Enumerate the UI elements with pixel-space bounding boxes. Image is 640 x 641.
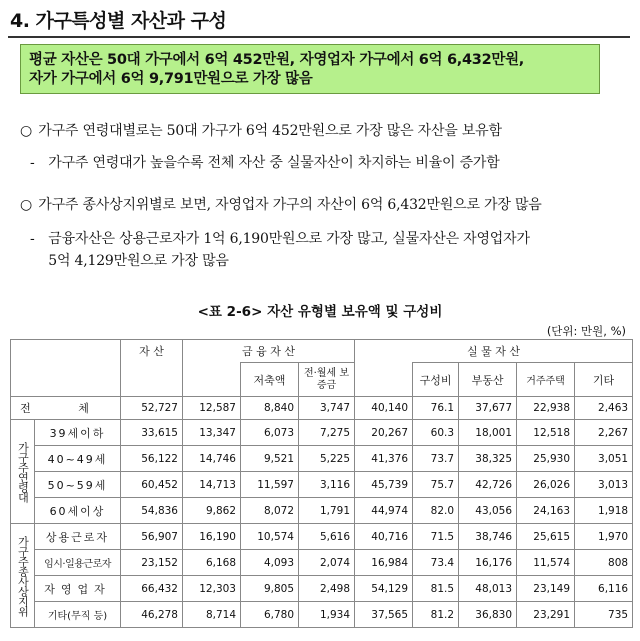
cell: 6,168 bbox=[183, 550, 241, 576]
table-row bbox=[11, 602, 633, 628]
paragraph-3 bbox=[20, 194, 542, 216]
cell: 40,140 bbox=[355, 397, 413, 420]
row-label: 자영업자 bbox=[35, 576, 121, 602]
cell: 40,716 bbox=[355, 524, 413, 550]
cell: 2,074 bbox=[299, 550, 355, 576]
cell: 22,938 bbox=[517, 397, 575, 420]
summary-line-1: 평균 자산은 50대 가구에서 6억 452만원, 자영업자 가구에서 6억 6,432만원, bbox=[29, 52, 525, 68]
cell: 73.4 bbox=[413, 550, 459, 576]
group-label-age-text: 가구주연령대 bbox=[16, 441, 30, 502]
cell: 42,726 bbox=[459, 472, 517, 498]
cell: 36,830 bbox=[459, 602, 517, 628]
cell: 1,918 bbox=[575, 498, 633, 524]
row-label: 상용근로자 bbox=[35, 524, 121, 550]
cell: 52,727 bbox=[121, 397, 183, 420]
cell: 81.5 bbox=[413, 576, 459, 602]
cell: 14,746 bbox=[183, 446, 241, 472]
row-label: 기타(무직 등) bbox=[35, 602, 121, 628]
table-row-total bbox=[11, 397, 633, 420]
header-financial: 금 융 자 산 bbox=[183, 340, 355, 363]
cell: 5,225 bbox=[299, 446, 355, 472]
table-row bbox=[11, 446, 633, 472]
cell: 60.3 bbox=[413, 420, 459, 446]
cell: 808 bbox=[575, 550, 633, 576]
paragraph-5 bbox=[30, 250, 229, 272]
cell: 54,836 bbox=[121, 498, 183, 524]
header-real-blank bbox=[355, 363, 413, 397]
cell: 11,574 bbox=[517, 550, 575, 576]
bullet-dash: - bbox=[30, 155, 35, 171]
cell: 43,056 bbox=[459, 498, 517, 524]
group-label-job-text: 가구주종사상지위 bbox=[16, 535, 30, 616]
header-savings: 저축액 bbox=[241, 363, 299, 397]
cell: 76.1 bbox=[413, 397, 459, 420]
cell: 16,190 bbox=[183, 524, 241, 550]
cell: 16,176 bbox=[459, 550, 517, 576]
group-label-age bbox=[11, 420, 35, 524]
paragraph-text: 5억 4,129만원으로 가장 많음 bbox=[48, 253, 229, 269]
cell: 2,267 bbox=[575, 420, 633, 446]
paragraph-text: 가구주 종사상지위별로 보면, 자영업자 가구의 자산이 6억 6,432만원으로 가장 많음 bbox=[38, 197, 542, 213]
header-real: 실 물 자 산 bbox=[355, 340, 633, 363]
cell: 14,713 bbox=[183, 472, 241, 498]
cell: 7,275 bbox=[299, 420, 355, 446]
summary-box bbox=[20, 44, 600, 94]
row-label: 40~49세 bbox=[35, 446, 121, 472]
cell: 9,521 bbox=[241, 446, 299, 472]
table-row bbox=[11, 472, 633, 498]
paragraph-text: 가구주 연령대가 높을수록 전체 자산 중 실물자산이 차지하는 비율이 증가함 bbox=[48, 155, 500, 171]
cell: 735 bbox=[575, 602, 633, 628]
row-label: 임시·일용근로자 bbox=[35, 550, 121, 576]
cell: 56,907 bbox=[121, 524, 183, 550]
paragraph-1 bbox=[20, 120, 502, 142]
cell: 23,291 bbox=[517, 602, 575, 628]
summary-line-2: 자가 가구에서 6억 9,791만원으로 가장 많음 bbox=[29, 71, 313, 87]
table-row bbox=[11, 420, 633, 446]
cell: 33,615 bbox=[121, 420, 183, 446]
table-unit: (단위: 만원, %) bbox=[546, 324, 626, 338]
cell: 3,116 bbox=[299, 472, 355, 498]
cell: 2,463 bbox=[575, 397, 633, 420]
header-ratio: 구성비 bbox=[413, 363, 459, 397]
asset-table bbox=[10, 339, 633, 628]
header-corner bbox=[11, 340, 121, 397]
cell: 1,791 bbox=[299, 498, 355, 524]
header-realestate: 부동산 bbox=[459, 363, 517, 397]
cell: 54,129 bbox=[355, 576, 413, 602]
cell: 1,970 bbox=[575, 524, 633, 550]
cell: 8,714 bbox=[183, 602, 241, 628]
cell: 12,587 bbox=[183, 397, 241, 420]
cell: 5,616 bbox=[299, 524, 355, 550]
cell: 12,303 bbox=[183, 576, 241, 602]
table-title: <표 2-6> 자산 유형별 보유액 및 구성비 bbox=[197, 304, 443, 320]
cell: 66,432 bbox=[121, 576, 183, 602]
paragraph-2 bbox=[30, 152, 500, 174]
table-row bbox=[11, 550, 633, 576]
cell: 37,677 bbox=[459, 397, 517, 420]
cell: 23,152 bbox=[121, 550, 183, 576]
header-housing: 거주주택 bbox=[517, 363, 575, 397]
cell: 44,974 bbox=[355, 498, 413, 524]
cell: 60,452 bbox=[121, 472, 183, 498]
cell: 12,518 bbox=[517, 420, 575, 446]
cell: 25,615 bbox=[517, 524, 575, 550]
cell: 45,739 bbox=[355, 472, 413, 498]
cell: 4,093 bbox=[241, 550, 299, 576]
cell: 3,013 bbox=[575, 472, 633, 498]
cell: 75.7 bbox=[413, 472, 459, 498]
cell: 71.5 bbox=[413, 524, 459, 550]
cell: 18,001 bbox=[459, 420, 517, 446]
cell: 16,984 bbox=[355, 550, 413, 576]
cell: 38,746 bbox=[459, 524, 517, 550]
header-asset: 자 산 bbox=[121, 340, 183, 363]
cell: 10,574 bbox=[241, 524, 299, 550]
header-asset-blank bbox=[121, 363, 183, 397]
group-label-job bbox=[11, 524, 35, 628]
paragraph-4 bbox=[30, 228, 530, 250]
bullet-circle: ○ bbox=[20, 197, 33, 213]
title-divider bbox=[8, 36, 630, 38]
paragraph-text: 가구주 연령대별로는 50대 가구가 6억 452만원으로 가장 많은 자산을 보유함 bbox=[38, 123, 502, 139]
cell: 9,862 bbox=[183, 498, 241, 524]
cell: 1,934 bbox=[299, 602, 355, 628]
cell: 81.2 bbox=[413, 602, 459, 628]
bullet-circle: ○ bbox=[20, 123, 33, 139]
cell: 8,072 bbox=[241, 498, 299, 524]
row-label: 50~59세 bbox=[35, 472, 121, 498]
cell: 11,597 bbox=[241, 472, 299, 498]
cell: 3,747 bbox=[299, 397, 355, 420]
cell: 37,565 bbox=[355, 602, 413, 628]
cell: 56,122 bbox=[121, 446, 183, 472]
table-row bbox=[11, 524, 633, 550]
row-label: 39세이하 bbox=[35, 420, 121, 446]
cell: 6,073 bbox=[241, 420, 299, 446]
cell: 3,051 bbox=[575, 446, 633, 472]
table-row bbox=[11, 498, 633, 524]
cell: 48,013 bbox=[459, 576, 517, 602]
cell: 2,498 bbox=[299, 576, 355, 602]
cell: 25,930 bbox=[517, 446, 575, 472]
cell: 26,026 bbox=[517, 472, 575, 498]
header-deposit: 전·월세 보증금 bbox=[299, 363, 355, 397]
cell: 8,840 bbox=[241, 397, 299, 420]
cell: 20,267 bbox=[355, 420, 413, 446]
section-title: 4. 가구특성별 자산과 구성 bbox=[10, 10, 227, 32]
cell: 9,805 bbox=[241, 576, 299, 602]
cell: 23,149 bbox=[517, 576, 575, 602]
table-row bbox=[11, 576, 633, 602]
cell: 24,163 bbox=[517, 498, 575, 524]
cell: 38,325 bbox=[459, 446, 517, 472]
row-label: 60세이상 bbox=[35, 498, 121, 524]
cell: 6,116 bbox=[575, 576, 633, 602]
cell: 41,376 bbox=[355, 446, 413, 472]
cell: 73.7 bbox=[413, 446, 459, 472]
cell: 82.0 bbox=[413, 498, 459, 524]
bullet-dash: - bbox=[30, 231, 35, 247]
paragraph-text: 금융자산은 상용근로자가 1억 6,190만원으로 가장 많고, 실물자산은 자영업자가 bbox=[48, 231, 530, 247]
header-other: 기타 bbox=[575, 363, 633, 397]
cell: 13,347 bbox=[183, 420, 241, 446]
cell: 6,780 bbox=[241, 602, 299, 628]
cell: 46,278 bbox=[121, 602, 183, 628]
table-header-row-1 bbox=[11, 340, 633, 363]
header-financial-blank bbox=[183, 363, 241, 397]
row-label: 전 체 bbox=[11, 397, 121, 420]
